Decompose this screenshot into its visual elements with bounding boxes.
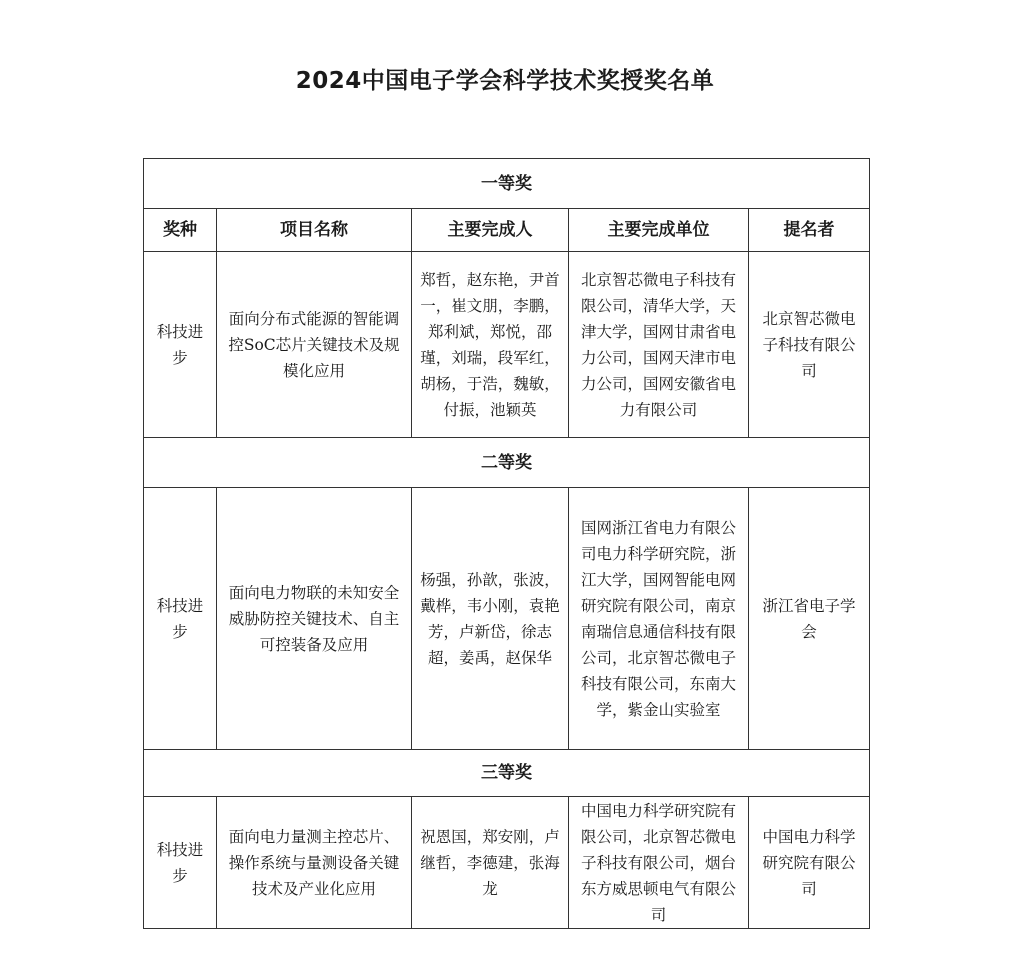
cell-main-units: 国网浙江省电力有限公司电力科学研究院，浙江大学，国网智能电网研究院有限公司，南京南瑞信息通信科技有限公司，北京智芯微电子科技有限公司，东南大学，紫金山实验室 — [569, 488, 749, 750]
section-label: 三等奖 — [144, 750, 870, 797]
table-row — [144, 488, 870, 750]
cell-nominator: 浙江省电子学会 — [749, 488, 870, 750]
section-header-third — [144, 750, 870, 797]
table-row — [144, 252, 870, 438]
cell-main-units: 中国电力科学研究院有限公司，北京智芯微电子科技有限公司，烟台东方威思顿电气有限公司 — [569, 797, 749, 929]
cell-main-people: 杨强，孙歆，张波，戴桦，韦小刚，袁艳芳，卢新岱，徐志超，姜禹，赵保华 — [412, 488, 569, 750]
header-award-type: 奖种 — [144, 209, 217, 252]
cell-award-type: 科技进步 — [144, 797, 217, 929]
column-header-row — [144, 209, 870, 252]
cell-main-units: 北京智芯微电子科技有限公司，清华大学，天津大学，国网甘肃省电力公司，国网天津市电力公司，国网安徽省电力有限公司 — [569, 252, 749, 438]
cell-project-name: 面向电力物联的未知安全威胁防控关键技术、自主可控装备及应用 — [217, 488, 412, 750]
cell-main-people: 祝恩国，郑安刚，卢继哲，李德建，张海龙 — [412, 797, 569, 929]
section-label: 二等奖 — [144, 438, 870, 488]
document-title: 2024中国电子学会科学技术奖授奖名单 — [295, 68, 715, 94]
cell-nominator: 北京智芯微电子科技有限公司 — [749, 252, 870, 438]
header-main-units: 主要完成单位 — [569, 209, 749, 252]
section-label: 一等奖 — [144, 159, 870, 209]
section-header-second — [144, 438, 870, 488]
cell-award-type: 科技进步 — [144, 488, 217, 750]
cell-project-name: 面向分布式能源的智能调控SoC芯片关键技术及规模化应用 — [217, 252, 412, 438]
section-header-first — [144, 159, 870, 209]
table-row — [144, 797, 870, 929]
cell-award-type: 科技进步 — [144, 252, 217, 438]
cell-nominator: 中国电力科学研究院有限公司 — [749, 797, 870, 929]
header-nominator: 提名者 — [749, 209, 870, 252]
header-main-people: 主要完成人 — [412, 209, 569, 252]
awards-table — [143, 158, 870, 929]
cell-project-name: 面向电力量测主控芯片、操作系统与量测设备关键技术及产业化应用 — [217, 797, 412, 929]
header-project-name: 项目名称 — [217, 209, 412, 252]
cell-main-people: 郑哲，赵东艳，尹首一，崔文朋，李鹏，郑利斌，郑悦，邵瑾，刘瑞，段军红，胡杨，于浩，魏敏，付振，池颖英 — [412, 252, 569, 438]
